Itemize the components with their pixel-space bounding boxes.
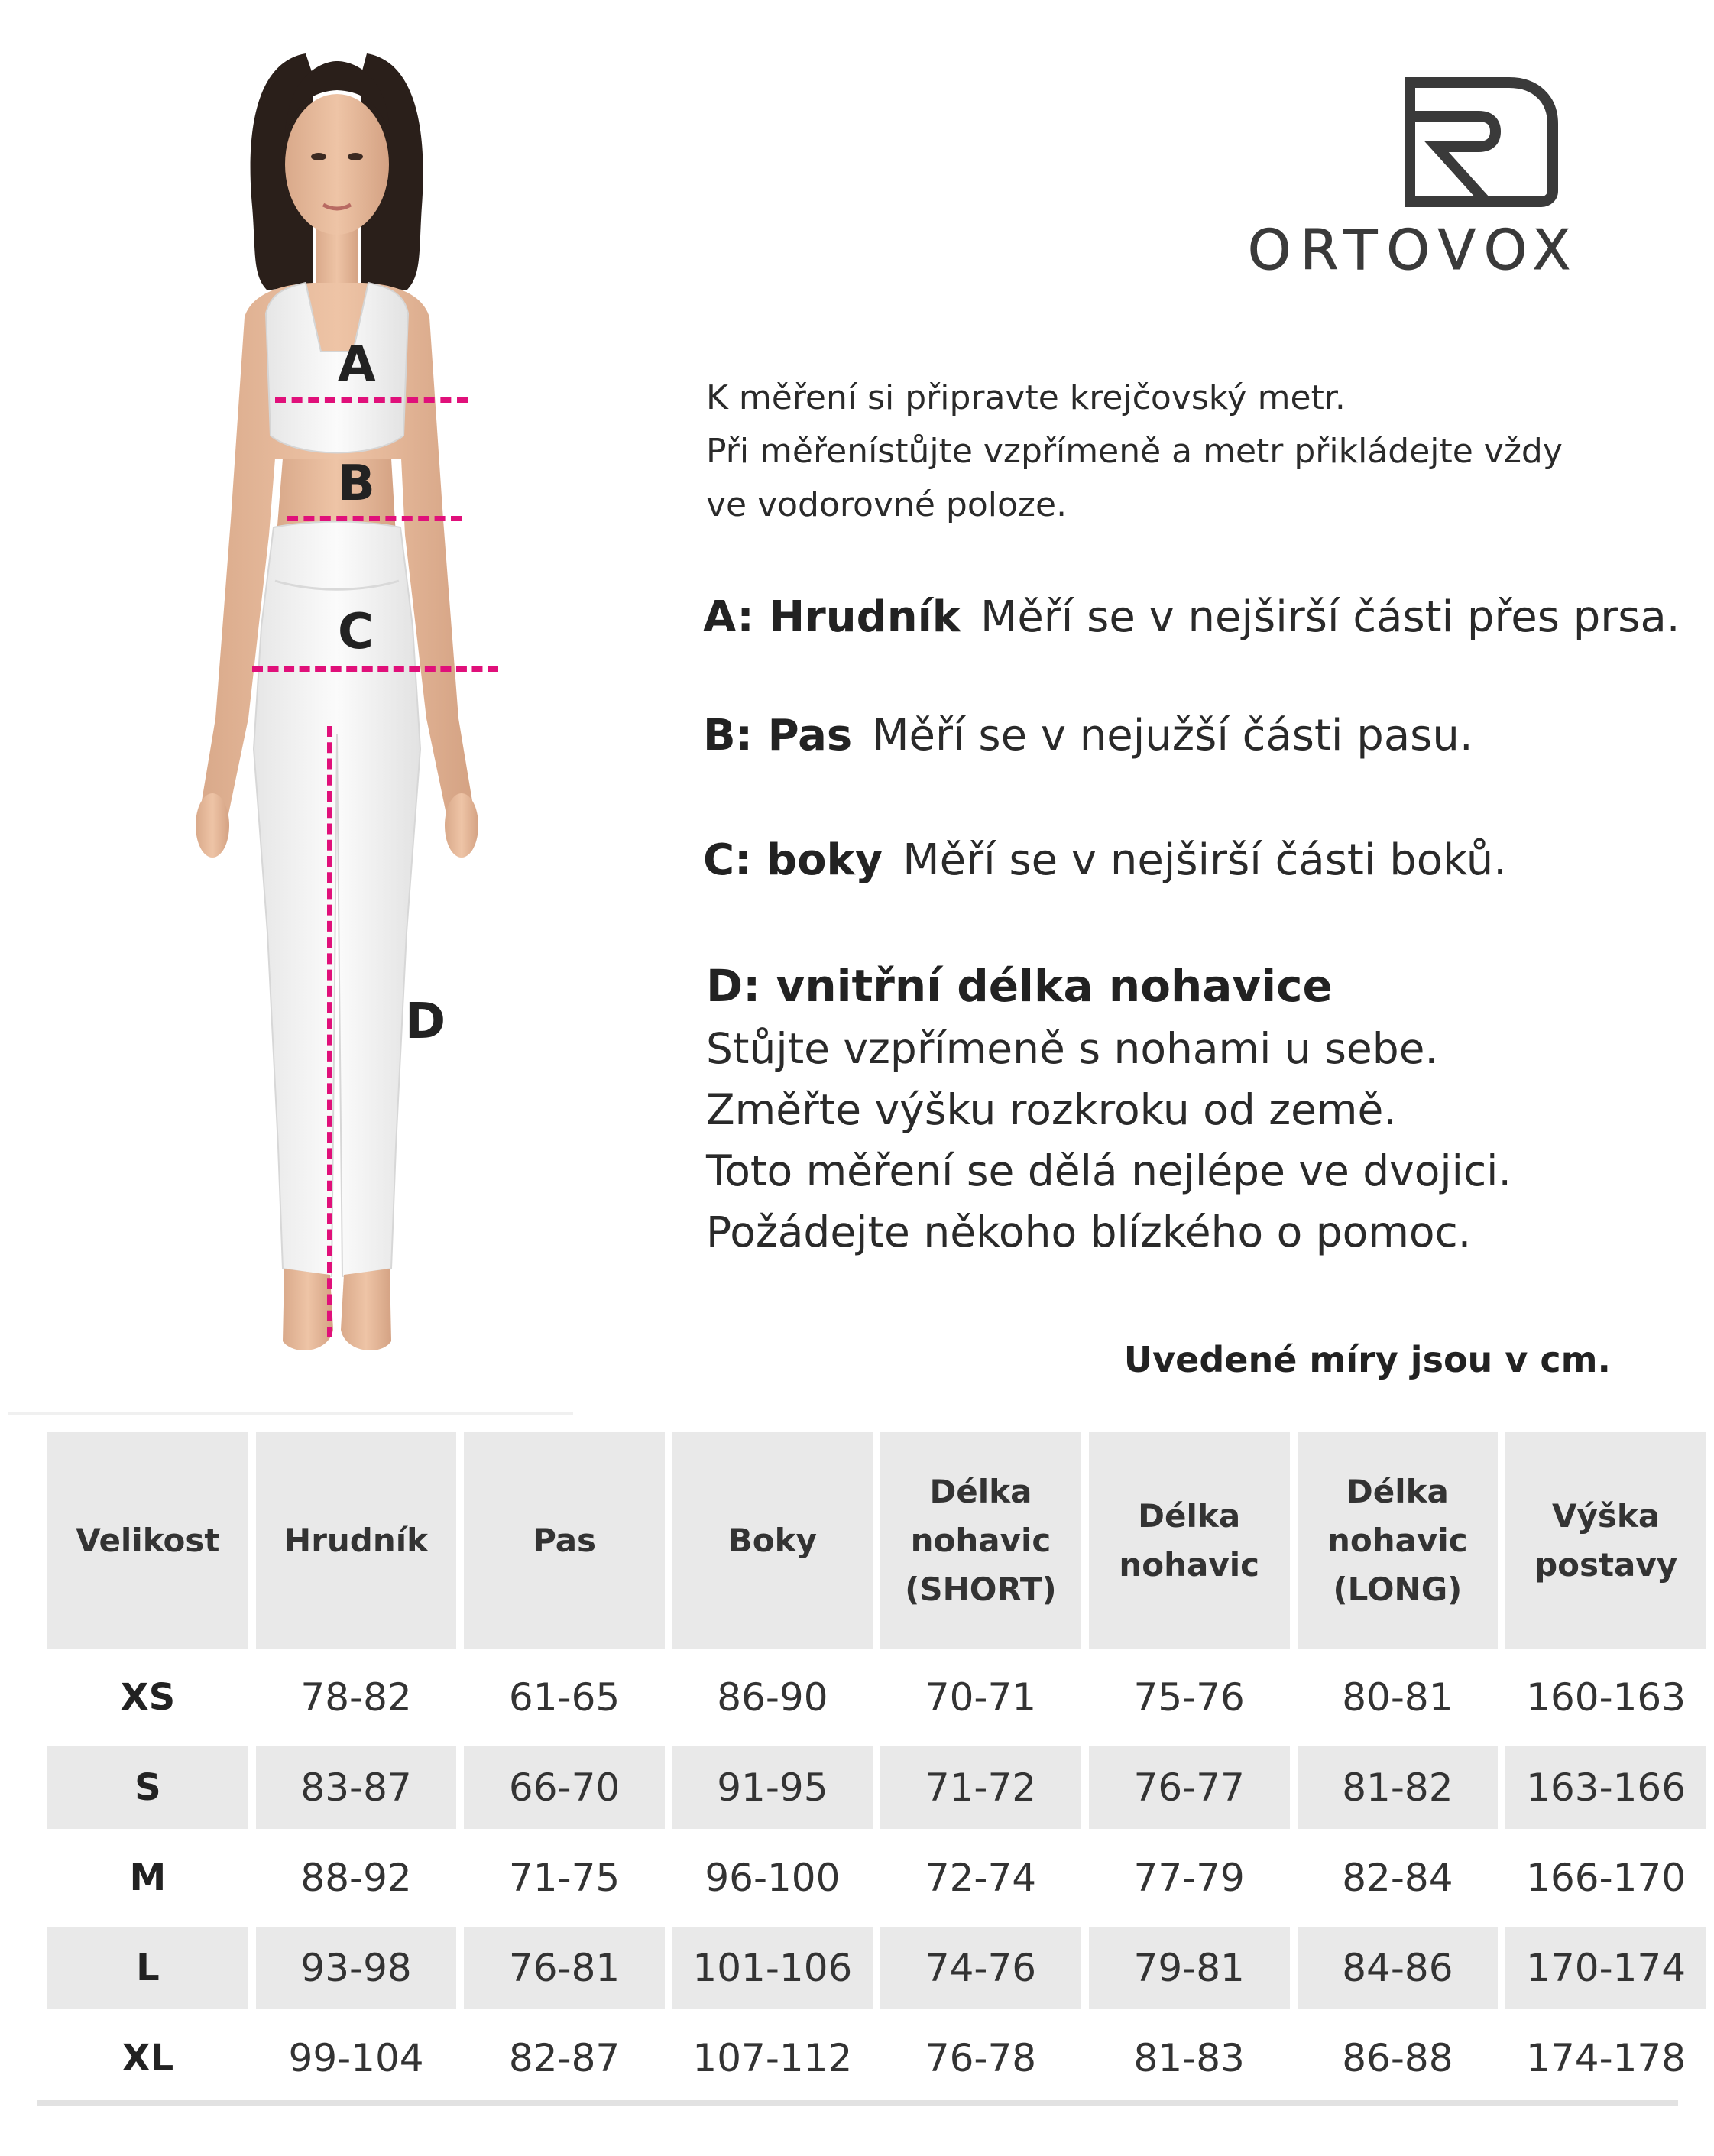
intro-line: Při měřenístůjte vzpřímeně a metr přikládejte vždy bbox=[706, 432, 1563, 471]
ortovox-logo bbox=[1223, 76, 1605, 282]
size-table bbox=[40, 1425, 1714, 2107]
measure-chest-label: A: Hrudník bbox=[703, 592, 961, 642]
intro-line: ve vodorovné poloze. bbox=[706, 485, 1068, 524]
table-cell: 71-75 bbox=[508, 1856, 620, 1900]
table-cell: M bbox=[129, 1856, 167, 1899]
table-cell: 81-83 bbox=[1133, 2036, 1245, 2080]
divider bbox=[8, 1412, 573, 1415]
measure-chest-text: Měří se v nejširší části přes prsa. bbox=[980, 592, 1680, 642]
table-cell: 99-104 bbox=[288, 2036, 424, 2080]
measure-letter-c: C bbox=[338, 604, 374, 660]
table-cell: 71-72 bbox=[880, 1746, 1081, 1829]
measure-inseam-line: Stůjte vzpřímeně s nohami u sebe. bbox=[706, 1024, 1438, 1073]
table-cell: 160-163 bbox=[1526, 1675, 1686, 1720]
header-chest: Hrudník bbox=[256, 1432, 457, 1649]
table-row bbox=[47, 1746, 1706, 1829]
table-cell: 96-100 bbox=[705, 1856, 841, 1900]
header-inseam-long: Délka nohavic (LONG) bbox=[1298, 1432, 1499, 1649]
measure-inseam-line: Změřte výšku rozkroku od země. bbox=[706, 1085, 1397, 1134]
measure-inseam-line: Toto měření se dělá nejlépe ve dvojici. bbox=[706, 1146, 1511, 1195]
measure-hips-label: C: boky bbox=[703, 835, 883, 885]
table-cell: 166-170 bbox=[1526, 1856, 1686, 1900]
measure-letter-d: D bbox=[405, 994, 446, 1050]
measure-chest bbox=[703, 592, 1680, 642]
measure-hips bbox=[703, 835, 1507, 885]
table-cell: 86-90 bbox=[717, 1675, 828, 1720]
table-cell: 78-82 bbox=[300, 1675, 412, 1720]
header-hips: Boky bbox=[672, 1432, 873, 1649]
table-cell: XL bbox=[122, 2037, 174, 2080]
intro-line: K měření si připravte krejčovský metr. bbox=[706, 378, 1346, 417]
table-cell: 163-166 bbox=[1505, 1746, 1706, 1829]
table-cell: 88-92 bbox=[300, 1856, 412, 1900]
woman-figure-illustration bbox=[138, 31, 611, 1391]
brand-name: ORTOVOX bbox=[1247, 218, 1580, 282]
table-cell: 91-95 bbox=[672, 1746, 873, 1829]
measure-hips-text: Měří se v nejširší části boků. bbox=[902, 835, 1508, 885]
table-cell: 84-86 bbox=[1298, 1927, 1499, 2009]
header-inseam-short: Délka nohavic (SHORT) bbox=[880, 1432, 1081, 1649]
header-height: Výška postavy bbox=[1505, 1432, 1706, 1649]
measure-inseam-line: Požádejte někoho blízkého o pomoc. bbox=[706, 1208, 1472, 1256]
table-cell: 72-74 bbox=[925, 1856, 1037, 1900]
table-header-row bbox=[47, 1432, 1706, 1649]
table-cell: XS bbox=[120, 1676, 176, 1719]
hip-measure-line bbox=[252, 666, 498, 672]
measure-waist-text: Měří se v nejužší části pasu. bbox=[872, 711, 1473, 760]
ortovox-r-mark-icon bbox=[1395, 76, 1559, 208]
intro-text bbox=[706, 371, 1563, 532]
chest-measure-line bbox=[275, 397, 468, 403]
measure-waist bbox=[703, 711, 1473, 760]
table-cell: 77-79 bbox=[1133, 1856, 1245, 1900]
table-row bbox=[47, 2017, 1706, 2099]
table-cell: 170-174 bbox=[1505, 1927, 1706, 2009]
table-cell: 101-106 bbox=[672, 1927, 873, 2009]
table-cell: 76-77 bbox=[1089, 1746, 1290, 1829]
table-row bbox=[47, 1927, 1706, 2009]
table-cell: 80-81 bbox=[1342, 1675, 1453, 1720]
table-cell: 81-82 bbox=[1298, 1746, 1499, 1829]
table-cell: 76-78 bbox=[925, 2036, 1037, 2080]
table-cell: 83-87 bbox=[256, 1746, 457, 1829]
table-row bbox=[47, 1656, 1706, 1739]
table-cell: 82-87 bbox=[508, 2036, 620, 2080]
table-cell: 93-98 bbox=[256, 1927, 457, 2009]
header-waist: Pas bbox=[464, 1432, 664, 1649]
table-cell: 86-88 bbox=[1342, 2036, 1453, 2080]
table-cell: S bbox=[47, 1746, 248, 1829]
units-note: Uvedené míry jsou v cm. bbox=[1123, 1339, 1611, 1380]
measure-waist-label: B: Pas bbox=[703, 711, 853, 760]
table-cell: 61-65 bbox=[508, 1675, 620, 1720]
table-cell: 174-178 bbox=[1526, 2036, 1686, 2080]
header-inseam: Délka nohavic bbox=[1089, 1432, 1290, 1649]
table-bottom-rule bbox=[37, 2100, 1678, 2106]
table-cell: L bbox=[47, 1927, 248, 2009]
table-cell: 82-84 bbox=[1342, 1856, 1453, 1900]
table-cell: 74-76 bbox=[880, 1927, 1081, 2009]
waist-measure-line bbox=[287, 516, 462, 521]
header-size: Velikost bbox=[47, 1432, 248, 1649]
table-cell: 66-70 bbox=[464, 1746, 664, 1829]
inseam-measure-line bbox=[327, 726, 332, 1337]
measure-letter-a: A bbox=[338, 336, 376, 393]
table-cell: 70-71 bbox=[925, 1675, 1037, 1720]
measure-inseam bbox=[706, 954, 1511, 1263]
measure-letter-b: B bbox=[338, 456, 375, 512]
body-measurement-figure bbox=[138, 31, 611, 1391]
table-cell: 76-81 bbox=[464, 1927, 664, 2009]
table-cell: 75-76 bbox=[1133, 1675, 1245, 1720]
table-row bbox=[47, 1837, 1706, 1919]
table-cell: 107-112 bbox=[692, 2036, 853, 2080]
measure-inseam-label: D: vnitřní délka nohavice bbox=[706, 960, 1333, 1012]
table-cell: 79-81 bbox=[1089, 1927, 1290, 2009]
